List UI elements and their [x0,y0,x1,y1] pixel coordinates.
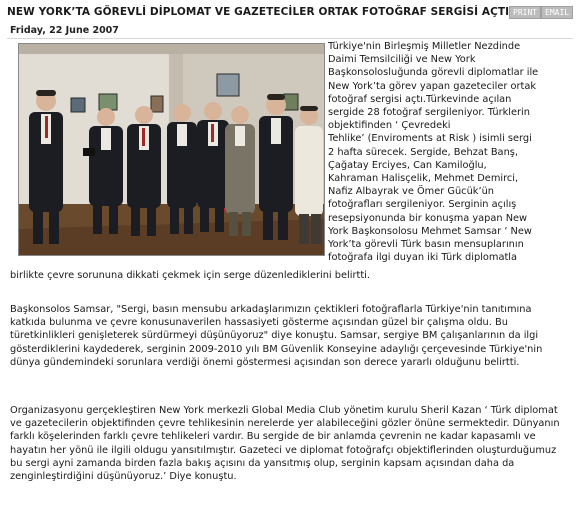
paragraph-line: Türkiye'nin Birleşmiş Milletler Nezdinde [328,41,521,52]
title-divider [7,38,573,39]
article-paragraph-1 [328,40,576,264]
paragraph-line: fotoğraf sergisi açtı.Türkevinde açılan [328,93,512,105]
paragraph-line: Çağatay Erciyes, Can Kamiloğlu, [328,159,487,171]
article-title: NEW YORK’TA GÖREVLİ DİPLOMAT VE GAZETECİLER ORTAK FOTOĞRAF SERGİSİ AÇTI [7,6,510,18]
paragraph-line: Daimi Temsilciliği ve New York [328,54,476,66]
print-button[interactable]: PRINT [509,6,541,19]
paragraph-line: Kahraman Halisçelik, Mehmet Demirci, [328,173,519,185]
paragraph-line: objektifinden ‘ Çevredeki [328,120,451,132]
paragraph-line: York Başkonsolosu Mehmet Samsar ‘ New [328,225,532,237]
paragraph-line: York’ta görevli Türk basın mensuplarının [328,239,524,251]
article-paragraph-2: Başkonsolos Samsar, "Sergi, basın mensubu arkadaşlarımızın çektikleri fotoğraflarla Türkiye'nin tanıtımına katkıda bulunma ve çevre konusunaverilen hassasiyeti gösterme açısından güzel bir çalışma oldu. Bu türetkinlikleri genişleterek sürdürmeyi düşünüyoruz" diye konuştu. Samsar, sergiye BM çalışanlarının da ilgi gösterdiklerini kaydederek, serginin 2009-2010 yılı BM Güvenlik Konseyine adaylığı çerçevesinde Türkiye'nin dünya gündemindeki sorunlara verdiği önemi göstermesi açısından son derece yararlı olduğunu belirtti. [10,304,543,368]
article-date: Friday, 22 June 2007 [10,25,119,36]
paragraph-line: Nafiz Albayrak ve Ömer Gücük’ün [328,186,494,198]
article-paragraph-1-end: birlikte çevre sorununa dikkati çekmek için serge düzenlediklerini belirtti. [10,270,371,281]
exhibition-photo [18,43,325,256]
paragraph-line: fotoğrafları sergileniyor. Serginin açılış [328,199,517,211]
paragraph-line: sergide 28 fotoğraf sergileniyor. Türklerin [328,107,530,119]
paragraph-line: fotoğrafa ilgi duyan iki Türk diplomatla [328,252,518,264]
paragraph-line: 2 hafta sürecek. Sergide, Behzat Banş, [328,146,518,158]
paragraph-line: Tehlike’ (Enviroments at Risk ) isimli sergi [328,133,532,145]
paragraph-line: New York’ta görev yapan gazeteciler ortak [328,80,537,92]
paragraph-line: resepsiyonunda bir konuşma yapan New [328,212,528,224]
email-button[interactable]: EMAIL [541,6,573,19]
paragraph-line: Başkonsolosluğunda görevli diplomatlar ile [328,67,539,79]
article-paragraph-3: Organizasyonu gerçekleştiren New York merkezli Global Media Club yönetim kurulu Sheril Kazan ‘ Türk diplomat ve gazetecilerin objektifinden çevre tehlikesinin nerelerde yer alabileceğini gözler önüne sermektedir. Dünyanın farklı köşelerinden farklı çevre tehlikeleri vardır. Bu sergide de bir anlamda çevrenin ne kadar kapasamlı ve hayatın her yönü ile ilgili oldugu yansıtılmıştır. Gazeteci ve diplomat fotoğrafçı objektiflerinden oluşturduğumuz bu sergi ayni zamanda birden fazla bakış açısını da yansıtmış olup, serginin kapsam açısından daha da zenginleştirdiğini düşünüyoruz.’ Diye konuştu. [10,405,560,483]
